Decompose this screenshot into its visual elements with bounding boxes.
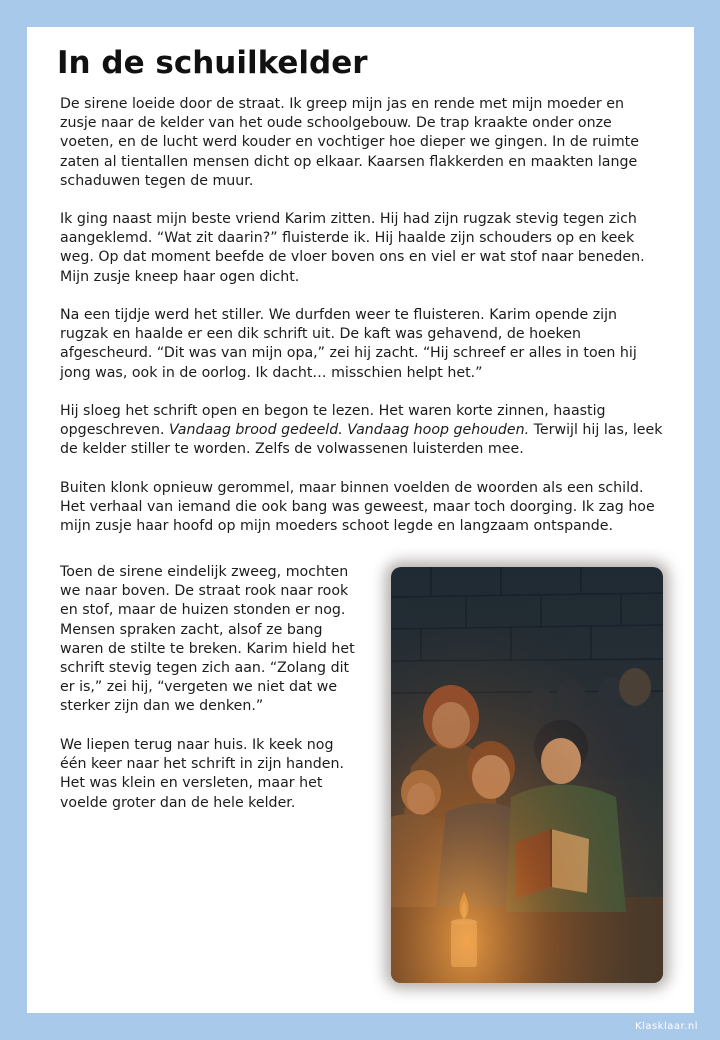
paragraph-4-italic-quote: Vandaag brood gedeeld. Vandaag hoop gehouden. [169, 422, 530, 439]
story-paragraph-6: Toen de sirene eindelijk zweeg, mochten we naar boven. De straat rook naar rook en stof, maar de huizen stonden er nog. Mensen spraken zacht, alsof ze bang waren de stilte te breken. Karim hield het schrift stevig tegen zich aan. “Zolang dit er is,” zei hij, “vergeten we niet dat we sterker zijn dan we denken.” [60, 564, 355, 715]
worksheet-page [27, 27, 694, 1013]
brand-footer: Klasklaar.nl [635, 1021, 698, 1032]
candle-lit-cellar-illustration [391, 567, 663, 983]
page-title: In de schuilkelder [57, 45, 368, 81]
paragraph-4-text-start: Hij sloeg het schrift open en begon te lezen. Het waren korte zinnen, haastig opgeschreven. [60, 403, 606, 439]
story-paragraph-3: Na een tijdje werd het stiller. We durfden weer te fluisteren. Karim opende zijn rugzak en haalde er een dik schrift uit. De kaft was gehavend, de hoeken afgescheurd. “Dit was van mijn opa,” zei hij zacht. “Hij schreef er alles in toen hij jong was, ook in de oorlog. Ik dacht… misschien helpt het.” [60, 307, 637, 381]
story-paragraph-2: Ik ging naast mijn beste vriend Karim zitten. Hij had zijn rugzak stevig tegen zich aangeklemd. “Wat zit daarin?” fluisterde ik. Hij haalde zijn schouders op en keek weg. Op dat moment beefde de vloer boven ons en viel er wat stof naar beneden. Mijn zusje kneep haar ogen dicht. [60, 211, 645, 285]
paragraph-4-text-end: Terwijl hij las, leek de kelder stiller te worden. Zelfs de volwassenen luisterden mee. [60, 422, 663, 458]
story-paragraph-4 [60, 402, 664, 460]
story-paragraph-5: Buiten klonk opnieuw gerommel, maar binnen voelden de woorden als een schild. Het verhaal van iemand die ook bang was geweest, maar toch doorging. Ik zag hoe mijn zusje haar hoofd op mijn moeders schoot legde en langzaam ontspande. [60, 480, 655, 535]
story-paragraph-7: We liepen terug naar huis. Ik keek nog één keer naar het schrift in zijn handen. Het was klein en versleten, maar het voelde groter dan de hele kelder. [60, 737, 344, 811]
story-paragraph-1: De sirene loeide door de straat. Ik greep mijn jas en rende met mijn moeder en zusje naar de kelder van het oude schoolgebouw. De trap kraakte onder onze voeten, en de lucht werd kouder en vochtiger hoe dieper we gingen. In de ruimte zaten al tientallen mensen dicht op elkaar. Kaarsen flakkerden en maakten lange schaduwen tegen de muur. [60, 96, 639, 189]
cellar-illustration [391, 567, 663, 983]
